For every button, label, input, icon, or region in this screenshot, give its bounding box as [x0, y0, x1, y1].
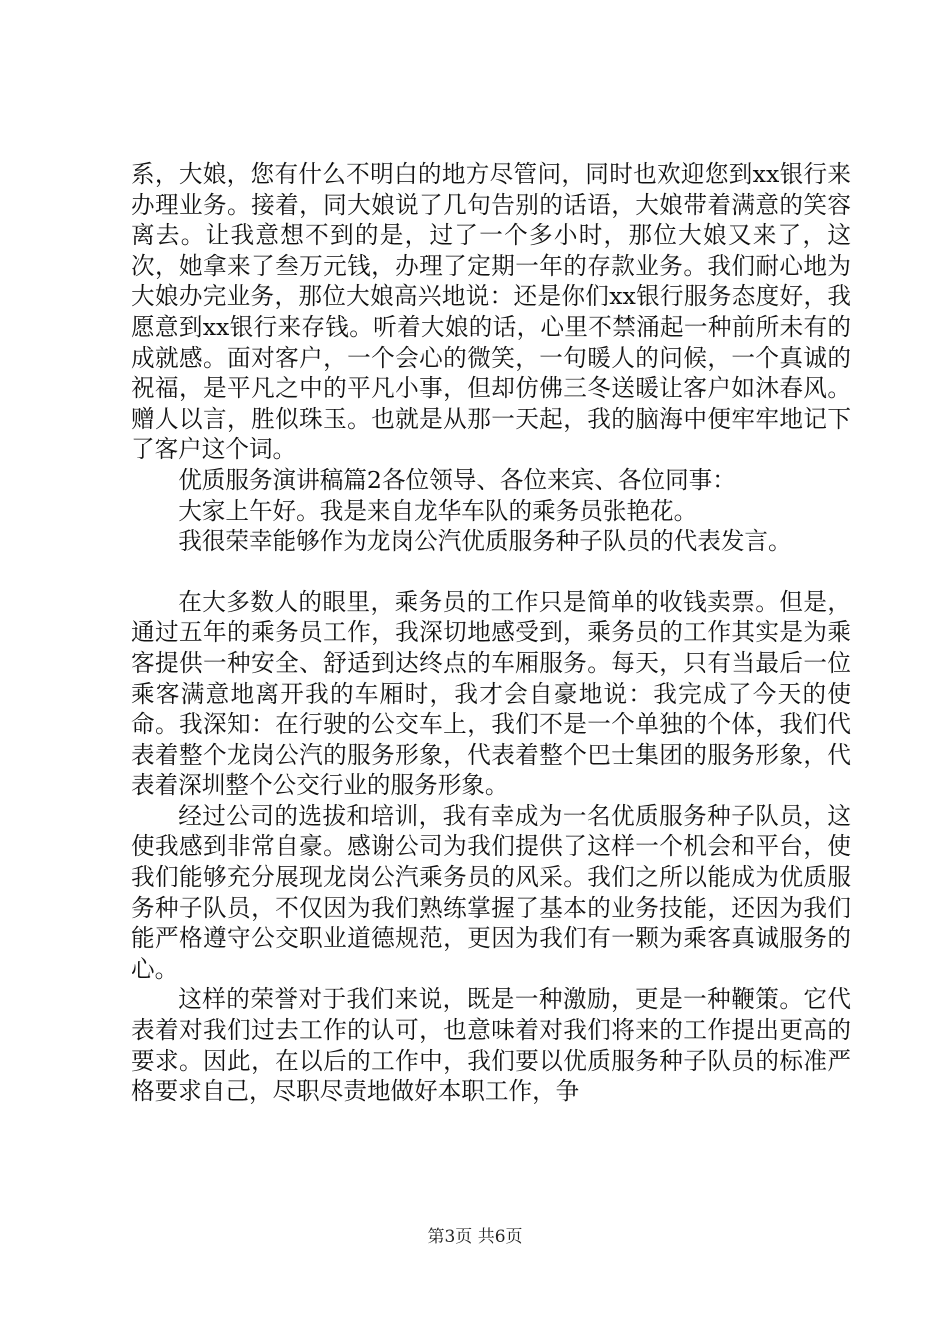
paragraph-greeting: 大家上午好。我是来自龙华车队的乘务员张艳花。 [178, 496, 698, 525]
paragraph-work-meaning: 在大多数人的眼里，乘务员的工作只是简单的收钱卖票。但是，通过五年的乘务员工作，我深切地感受到，乘务员的工作其实是为乘客提供一种安全、舒适到达终点的车厢服务。每天，只有当最后一位乘客满意地离开我的车厢时，我才会自豪地说：我完成了今天的使命。我深知：在行驶的公交车上，我们不是一个单独的个体，我们代表着整个龙岗公汽的服务形象，代表着整个巴士集团的服务形象，代表着深圳整个公交行业的服务形象。 [131, 587, 851, 800]
paragraph-honor-motivation: 这样的荣誉对于我们来说，既是一种激励，更是一种鞭策。它代表着对我们过去工作的认可，也意味着对我们将来的工作提出更高的要求。因此，在以后的工作中，我们要以优质服务种子队员的标准严格要求自己，尽职尽责地做好本职工作，争 [131, 985, 851, 1106]
paragraph-selection: 经过公司的选拔和培训，我有幸成为一名优质服务种子队员，这使我感到非常自豪。感谢公司为我们提供了这样一个机会和平台，使我们能够充分展现龙岗公汽乘务员的风采。我们之所以能成为优质服务种子队员，不仅因为我们熟练掌握了基本的业务技能，还因为我们能严格遵守公交职业道德规范，更因为我们有一颗为乘客真诚服务的心。 [131, 801, 851, 983]
paragraph-speech-title: 优质服务演讲稿篇2各位领导、各位来宾、各位同事： [178, 465, 736, 494]
paragraph-honor: 我很荣幸能够作为龙岗公汽优质服务种子队员的代表发言。 [178, 527, 792, 556]
paragraph-continuation: 系，大娘，您有什么不明白的地方尽管问，同时也欢迎您到xx银行来办理业务。接着，同大娘说了几句告别的话语，大娘带着满意的笑容离去。让我意想不到的是，过了一个多小时，那位大娘又来了，这次，她拿来了叁万元钱，办理了定期一年的存款业务。我们耐心地为大娘办完业务，那位大娘高兴地说：还是你们xx银行服务态度好，我愿意到xx银行来存钱。听着大娘的话，心里不禁涌起一种前所未有的成就感。面对客户，一个会心的微笑，一句暖人的问候，一个真诚的祝福，是平凡之中的平凡小事，但却仿佛三冬送暖让客户如沐春风。赠人以言，胜似珠玉。也就是从那一天起，我的脑海中便牢牢地记下了客户这个词。 [131, 160, 851, 464]
document-body [131, 159, 851, 1107]
page-number-footer: 第3页 共6页 [427, 1227, 523, 1247]
